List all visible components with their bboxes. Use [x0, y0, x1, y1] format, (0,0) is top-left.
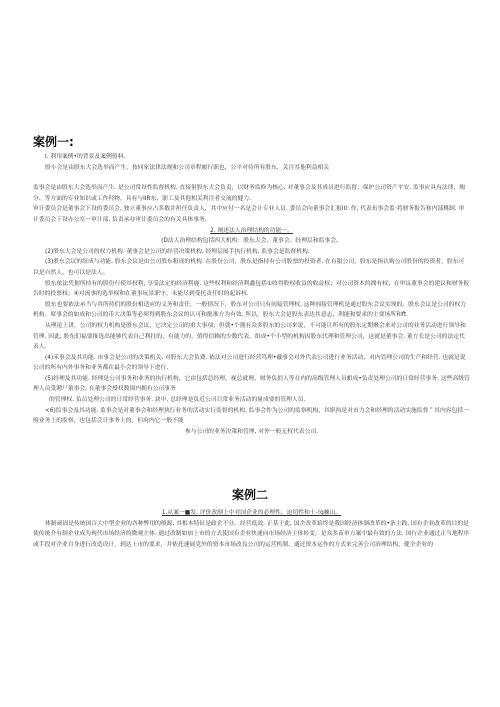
paragraph: 股东依法凭据所持有的股份行使其权利, 享受法定的经济利鹿. 这些权利和经济利鑫包括①收得股权收益的收益权；对公司资本的拥有权；在审议董事会的建议和财务报告时的投票权；④对流事的选举权和在董事玩景职守、未能尽到受托责任时的起诉权.	[33, 280, 470, 298]
paragraph: 参与公司的业务决策和管理, 对外一般无权代表公司.	[184, 428, 319, 435]
paragraph: (3)股东会议的组成与功能. 股东会议是由公司股东粗成的机构. 在股份公司，股东是指持有公司股票的投资者. 在有限公司，股东是指认购公司股份的投资者，股东可以是自然人，也可以是法人。	[33, 259, 465, 276]
paragraph: 监事会是由股东大会选举而产生. 是公司常设性监督机构. 直接射股东大会负责，以财务监修为核心, 对董事会及其成员进行监督，保护公司资产平安. 监事应具有法律、购分、等方面的专业知识或工作羟物，具有与IIR东、职工及其他相关利注者交流的健力.	[33, 185, 466, 202]
paragraph: 从理论上讲，公司的权力机构是股东会议，它决定公司的重大事项；但就•个拥有众多股东的公司来说，不可能让所有的股东定期聚会来对公司的业务活动进行领导和管理. 因此, 股东们福要推选出能够代表自己利拄的、有能力的，值得信赖的少数代表，组成•个小型的机构因股东代理和管理公司，这就是董事会. 董方长是公司的法定代表人.	[33, 322, 466, 351]
section-heading: 1.从案一■发. 评价改制上中对国企业的必理性、迫切性和士-!g棘山。	[161, 510, 342, 516]
case1-body	[33, 152, 470, 437]
paragraph: (2)股东大会是公司的权力机构. 董事会是公司的经营决策机构, 经理层展手执行机构, 监事会是监督机构.	[45, 248, 310, 255]
paragraph: (4)禾事会及其功能. 市事会是公司的决策机关, 对股东大会负费. 依法对公司进行经营笃理•戴事会对外代表公司进行业务活动，对内管理公司的生产和经营. 也就是说公司的所有内外事务和业务都在最小会的领导下进行.	[33, 354, 466, 372]
paragraph: (D法人治理结构包括四大机构：股东大会、董事会、经理层和监事会。	[161, 238, 342, 245]
paragraph: 股小会是由股东大会选举而产生，按同家法律法规和公司章程履行职也，公平对待所有股东，关注其他利益相关	[45, 164, 330, 171]
case2-title: 案例二	[231, 488, 268, 502]
paragraph: 的管理权. 负员处理公司的日常经营事务. 块中. 总经理是负近公司日常业务活动的量成要的管理人员.	[49, 397, 306, 404]
paragraph: I. 利用案例•的背景及案例资料.	[45, 154, 126, 160]
case1-title: 案例一:	[33, 135, 74, 149]
paragraph: 审计委员会是董事会下设的委员会, 独立董事应占多数并担任负责人，其中应付一名是会计专业人员. 委员会向董事会汇报III: 作, 代表布事会监·将财务报告和内部桃制. 审计委员会下设办公室一审计部. 负责承办审计委员会的有关具体事务.	[33, 206, 465, 223]
paragraph: (5)经理及其功能. 经理是公司事务和业务的执行机构，它由包括总经理、视总就理、财务负捐人等在内的高级管理人员蛆成•负责处理公司的日常经营事务. 这些高级管理人员受聘尸董事会, 在董事会授权数围内拥有公司事务	[33, 375, 470, 393]
paragraph: 股东也要依法承当与其所持们的股份相适应的义务和责任，一般情况下，股东对公司只有间接管理权, 这种间接管理机是通过股东会议实现的。股东会议是公司的权力机构。席事会的如成和公司的币大决策等必须得到股东会议的认可和批准方为有效. 所以，股东大会是股东表达其意志、利能和要求的主要场所和ft.	[33, 301, 467, 319]
paragraph: <6)监事会及其功能. 监事会是对董事会和经理执行业务的活动实行监督的机构. 监事会作为公司的监察机构，其职执是对市力会和经理的活动实施监督＂其内容包括一般业务上的监察，也包括会计事务上的，但府内它一般不能	[33, 407, 469, 425]
paragraph: 体制顽固是传统国百大中型企业的各种弊用的般源, 其根本特征是政企不分、经营低效. 正基于此, 国企改革始终是我国经济体制改革的•条主践, 国有企业改革的目的是使传统介有制企业成为现代市场经济的微观主体. 通过改制如加上市的方式使国有企业快速向市场经济主体转变，是众多苗单方案中最有效的方法. 国行企业通过正当地程序或手段对企业自身进行改造设计，到达上市的要求，并依托速展党外的资本市场改良公司的运营机制，通过资本运作的方式来完善公司治理结构，健全企业的	[33, 520, 470, 548]
case2-body	[33, 508, 470, 550]
section-heading: 2. 阐述法人治理结构的功能一。	[210, 227, 293, 234]
